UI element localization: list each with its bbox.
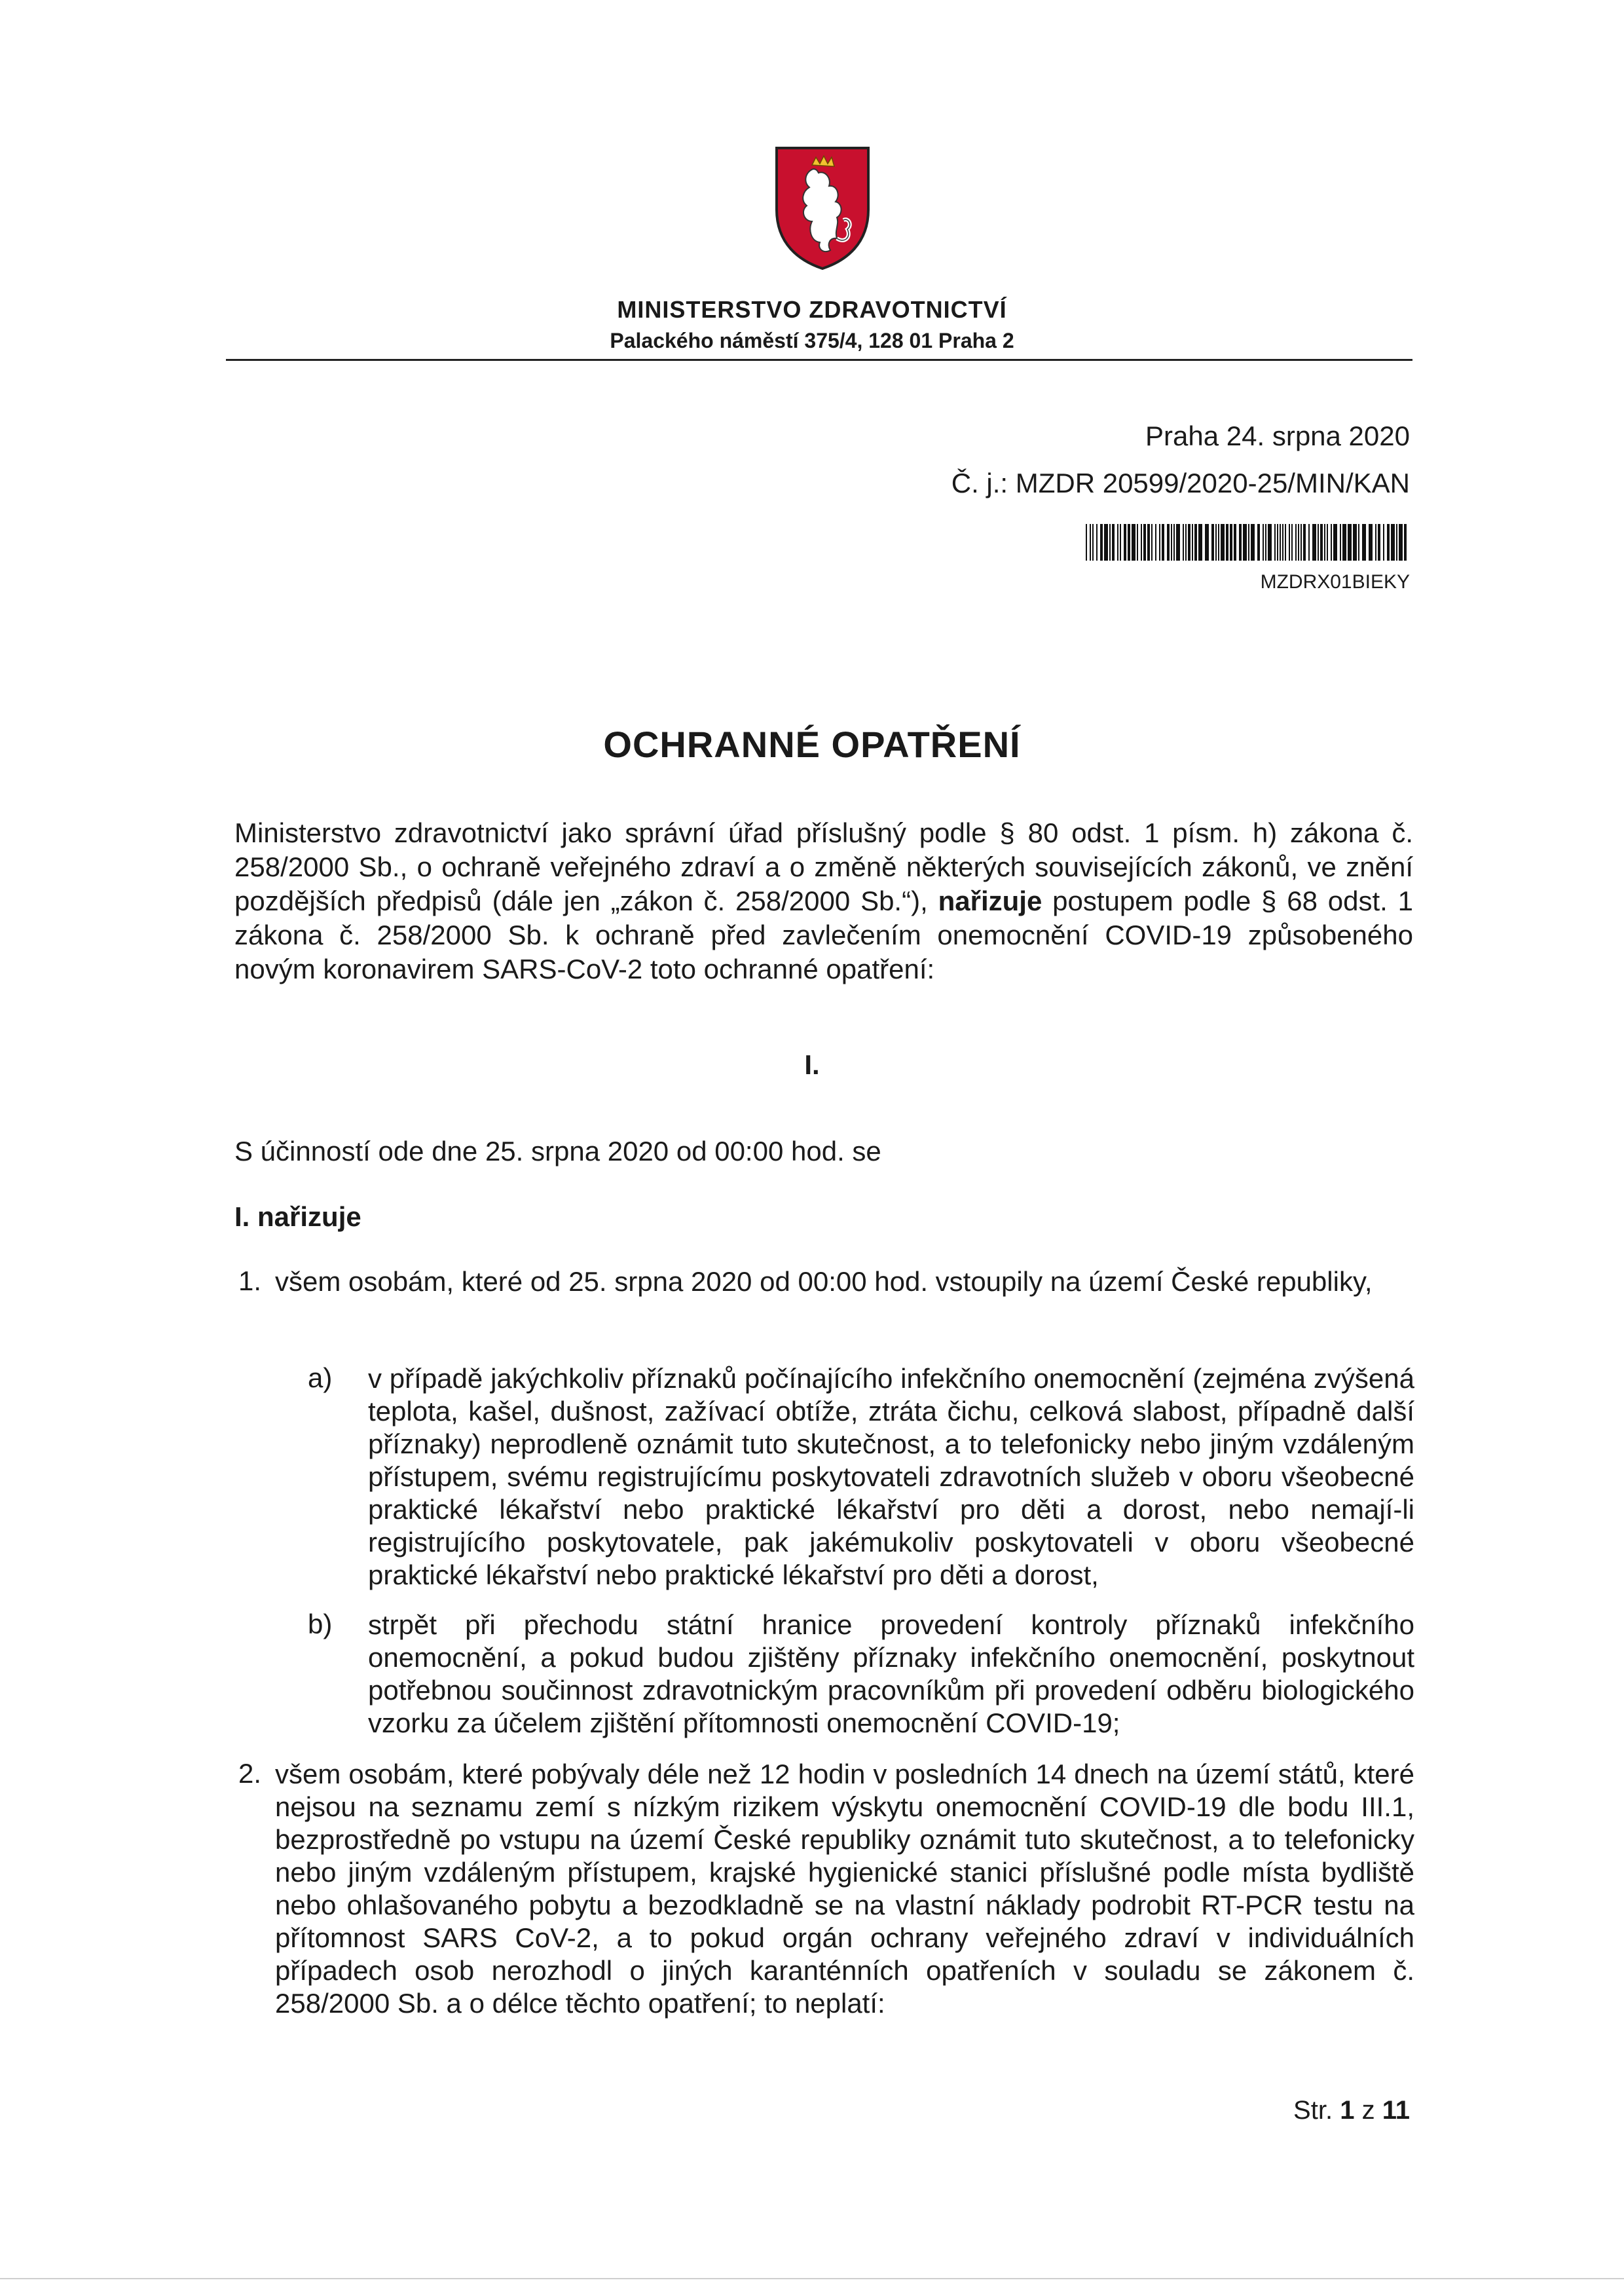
item-number: 1.	[238, 1265, 262, 1296]
document-date: Praha 24. srpna 2020	[1145, 420, 1410, 451]
barcode-bar	[1362, 524, 1366, 561]
barcode-bar	[1257, 524, 1260, 561]
barcode-bar	[1301, 524, 1302, 561]
intro-paragraph	[234, 816, 1413, 986]
barcode-bar	[1277, 524, 1278, 561]
effective-date-line: S účinností ode dne 25. srpna 2020 od 00:00 hod. se	[234, 1136, 881, 1166]
barcode-bar	[1211, 524, 1214, 561]
barcode-bar	[1251, 524, 1255, 561]
barcode-bar	[1265, 524, 1266, 561]
barcode-bar	[1312, 524, 1316, 561]
barcode-bar	[1086, 524, 1087, 561]
barcode-bar	[1331, 524, 1332, 561]
reference-number: Č. j.: MZDR 20599/2020-25/MIN/KAN	[951, 468, 1410, 498]
barcode-bar	[1183, 524, 1184, 561]
barcode-bar	[1396, 524, 1397, 561]
page-separator: z	[1361, 2096, 1375, 2125]
barcode-bar	[1173, 524, 1175, 561]
sub-item-letter: b)	[308, 1609, 333, 1639]
barcode-bar	[1226, 524, 1228, 561]
barcode-bar	[1243, 524, 1247, 561]
barcode-bar	[1120, 524, 1121, 561]
page-prefix: Str.	[1293, 2096, 1333, 2125]
barcode-bar	[1333, 524, 1337, 561]
barcode-bar	[1132, 524, 1135, 561]
page-current: 1	[1340, 2096, 1355, 2125]
barcode-bar	[1358, 524, 1359, 561]
barcode-graphic	[1086, 524, 1411, 561]
barcode-bar	[1205, 524, 1209, 561]
barcode-bar	[1303, 524, 1306, 561]
barcode-bar	[1239, 524, 1242, 561]
item-number: 2.	[238, 1758, 262, 1789]
barcode-code: MZDRX01BIEKY	[1260, 571, 1410, 593]
barcode-bar	[1128, 524, 1130, 561]
intro-text-part2: postupem podle § 68 odst. 1 zákona č. 258/2000 Sb. k ochraně před zavlečením onemocnění COVID-19 způsobeného novým koronavirem SARS-CoV-2 toto ochranné opatření:	[234, 886, 1413, 984]
sub-item-text: strpět při přechodu státní hranice provedení kontroly příznaků infekčního onemocnění, a pokud budou zjištěny příznaky infekčního onemocnění, poskytnout potřebnou součinnost zdravotnickým pracovníkům při provedení odběru biologického vzorku za účelem zjištění přítomnosti onemocnění COVID-19;	[368, 1609, 1414, 1738]
barcode-bar	[1221, 524, 1225, 561]
scan-edge-line	[0, 2278, 1624, 2279]
barcode-bar	[1285, 524, 1286, 561]
barcode-bar	[1353, 524, 1357, 561]
barcode-bar	[1295, 524, 1297, 561]
barcode-bar	[1375, 524, 1376, 561]
barcode-bar	[1298, 524, 1299, 561]
barcode-bar	[1137, 524, 1138, 561]
list-item: všem osobám, které pobývaly déle než 12 hodin v posledních 14 dnech na území států, které nejsou na seznamu zemí s nízkým rizikem výskytu onemocnění COVID-19 dle bodu III.1, bezprostředně po vstupu na území České republiky oznámit tuto skutečnost, a to telefonicky nebo jiným vzdáleným přístupem, krajské hygienické stanici příslušné podle místa bydliště nebo ohlašovaného pobytu a bezodkladně se na vlastní náklady podrobit RT-PCR testu na přítomnost SARS CoV-2, a to pokud orgán ochrany veřejného zdraví v individuálních případech osob nerozhodl o jiných karanténních opatřeních v souladu se zákonem č. 258/2000 Sb. a o délce těchto opatření; to neplatí:	[275, 1759, 1414, 2019]
barcode-bar	[1198, 524, 1202, 561]
barcode-bar	[1234, 524, 1236, 561]
barcode-bar	[1340, 524, 1341, 561]
barcode-bar	[1143, 524, 1146, 561]
barcode-bar	[1155, 524, 1156, 561]
barcode-bar	[1185, 524, 1187, 561]
sub-item-letter: a)	[308, 1362, 333, 1393]
barcode-bar	[1147, 524, 1150, 561]
barcode-bar	[1192, 524, 1193, 561]
barcode-bar	[1399, 524, 1403, 561]
barcode-bar	[1100, 524, 1103, 561]
barcode-bar	[1383, 524, 1384, 561]
coat-of-arms-emblem	[774, 145, 871, 270]
barcode-bar	[1151, 524, 1153, 561]
barcode-bar	[1318, 524, 1319, 561]
barcode-bar	[1167, 524, 1170, 561]
order-heading: I. nařizuje	[234, 1201, 361, 1232]
barcode-bar	[1159, 524, 1160, 561]
barcode-bar	[1230, 524, 1232, 561]
ministry-name: MINISTERSTVO ZDRAVOTNICTVÍ	[617, 296, 1007, 323]
barcode-bar	[1109, 524, 1111, 561]
ministry-address: Palackého náměstí 375/4, 128 01 Praha 2	[610, 329, 1014, 352]
barcode-bar	[1096, 524, 1098, 561]
document-title: OCHRANNÉ OPATŘENÍ	[603, 724, 1021, 765]
list-item: všem osobám, které od 25. srpna 2020 od 00:00 hod. vstoupily na území České republiky,	[275, 1266, 1373, 1297]
barcode-bar	[1248, 524, 1249, 561]
sub-item-text: v případě jakýchkoliv příznaků počínajícího infekčního onemocnění (zejména zvýšená teplota, kašel, dušnost, zažívací obtíže, ztráta čichu, celková slabost, případně další příznaky) neprodleně oznámit tuto skutečnost, a to telefonicky nebo jiným vzdáleným přístupem, svému registrujícímu poskytovateli zdravotních služeb v oboru všeobecné praktické lékařství nebo praktické lékařství pro děti a dorost, nebo nemají-li registrujícího poskytovatele, pak jakémukoliv poskytovateli v oboru všeobecné praktické lékařství nebo praktické lékařství pro děti a dorost,	[368, 1363, 1414, 1590]
barcode-bar	[1289, 524, 1290, 561]
barcode-bar	[1369, 524, 1373, 561]
barcode-bar	[1282, 524, 1283, 561]
barcode-bar	[1263, 524, 1264, 561]
header-divider	[226, 359, 1412, 361]
intro-bold-keyword: nařizuje	[938, 886, 1043, 916]
section-number: I.	[804, 1049, 820, 1080]
page-total: 11	[1382, 2096, 1410, 2125]
barcode-bar	[1218, 524, 1219, 561]
barcode-bar	[1215, 524, 1217, 561]
barcode-bar	[1291, 524, 1293, 561]
barcode-bar	[1387, 524, 1390, 561]
barcode-bar	[1327, 524, 1328, 561]
barcode-bar	[1162, 524, 1164, 561]
barcode-bar	[1188, 524, 1190, 561]
intro-text-part1: Ministerstvo zdravotnictví jako správní úřad příslušný podle § 80 odst. 1 písm. h) zákona č. 258/2000 Sb., o ochraně veřejného zdraví a o změně některých souvisejících zákonů, ve znění pozdějších předpisů (dále jen „zákon č. 258/2000 Sb.“),	[234, 817, 1413, 916]
barcode-bar	[1268, 524, 1272, 561]
barcode-bar	[1320, 524, 1323, 561]
barcode-bar	[1342, 524, 1346, 561]
barcode-bar	[1171, 524, 1172, 561]
barcode-bar	[1404, 524, 1407, 561]
barcode-bar	[1104, 524, 1108, 561]
barcode-bar	[1141, 524, 1142, 561]
barcode-bar	[1124, 524, 1126, 561]
barcode-bar	[1378, 524, 1380, 561]
barcode-bar	[1176, 524, 1180, 561]
barcode-bar	[1348, 524, 1352, 561]
barcode-bar	[1308, 524, 1310, 561]
barcode-bar	[1324, 524, 1325, 561]
barcode-bar	[1112, 524, 1115, 561]
page-number	[1293, 2096, 1410, 2125]
barcode-bar	[1092, 524, 1094, 561]
barcode-bar	[1391, 524, 1395, 561]
barcode-bar	[1274, 524, 1276, 561]
barcode-bar	[1280, 524, 1281, 561]
barcode-bar	[1117, 524, 1118, 561]
barcode-bar	[1090, 524, 1091, 561]
barcode-bar	[1194, 524, 1197, 561]
